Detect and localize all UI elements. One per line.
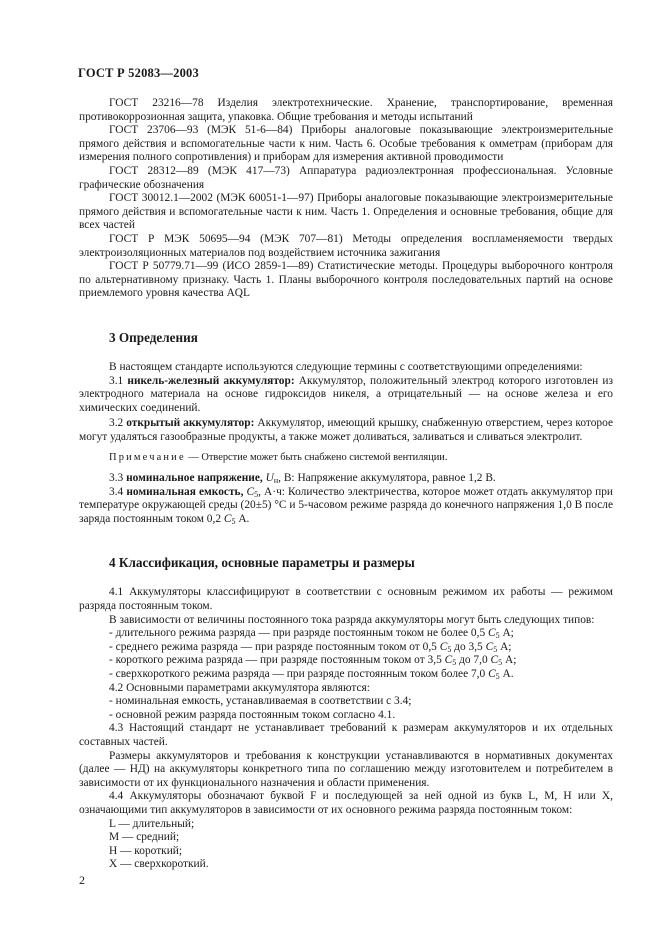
definition-3-3 xyxy=(79,472,613,486)
definition-number: 3.1 xyxy=(109,374,128,387)
capacity-symbol: C xyxy=(488,627,496,640)
list-item: - короткого режима разряда — при разряде постоянным током от 3,5 $C_5$ до 7,0 $C_5$ А; xyxy=(109,654,517,668)
reference-item: ГОСТ 23706—93 (МЭК 51-6—84) Приборы аналоговые показывающие электроизмерительные прямого действия и вспомогательные части к ним. Часть 6. Особые требования к омметрам (приборам для измерения полного сопротивления) и приборам для измерения активной проводимости xyxy=(79,124,613,164)
definition-term: номинальная емкость, xyxy=(126,485,244,498)
capacity-subscript: 5 xyxy=(231,516,236,526)
list-item: - среднего режима разряда — при разряде постоянным током от 0,5 $C_5$ до 3,5 $C_5$ А; xyxy=(109,640,512,654)
section-3-heading: 3 Определения xyxy=(109,329,198,345)
capacity-symbol: C xyxy=(223,512,232,525)
reference-item: ГОСТ 30012.1—2002 (МЭК 60051-1—97) Приборы аналоговые показывающие электроизмерительные прямого действия и вспомогательные части к ним. Часть 1. Определения и основные требования, общие для всех частей xyxy=(79,192,613,232)
clause-4-4: 4.4 Аккумуляторы обозначают буквой F и последующей за ней одной из букв L, M, H или X, означающими тип аккумуляторов в зависимости от их основного режима разряда постоянным током: xyxy=(79,790,613,816)
capacity-symbol: C xyxy=(488,668,496,680)
capacity-subscript: 5 xyxy=(495,631,500,641)
clause-4-3-detail: Размеры аккумуляторов и требования к конструкции устанавливаются в нормативных документах (далее — НД) на аккумуляторы конкретного типа по соглашению между изготовителем и потребителем в зависимости от их функционального назначения и области применения. xyxy=(79,749,613,789)
list-item: L — длительный; xyxy=(109,817,195,830)
list-item: Н — короткий; xyxy=(109,844,183,857)
definition-term: никель-железный аккумулятор: xyxy=(127,374,295,387)
page-number: 2 xyxy=(79,873,85,887)
normative-references xyxy=(79,97,613,301)
definition-term: открытый аккумулятор: xyxy=(126,417,255,430)
note-label: Примечание xyxy=(109,452,186,464)
definition-number: 3.2 xyxy=(109,417,127,430)
definition-text: , А·ч: Количество электричества, которое может отдать аккумулятор при температуре окружающей среды (20±5) °С и 5-часовом режиме разряда до конечного напряжения 1,0 В после заряда постоянным током 0,2 xyxy=(79,485,613,525)
definition-text: Аккумулятор, положительный электрод которого изготовлен из электродного материала на основе гидроксидов никеля, а отрицательный — на основе железа и его химических соединений. xyxy=(79,374,613,414)
note xyxy=(79,451,613,465)
definition-3-2 xyxy=(79,417,613,444)
definition-text: , В: Напряжение аккумулятора, равное 1,2 В. xyxy=(278,472,496,485)
definition-number: 3.3 xyxy=(109,472,127,485)
clause-4-3: 4.3 Настоящий стандарт не устанавливает требований к размерам аккумуляторов и их отдельных составных частей. xyxy=(79,722,613,748)
definition-number: 3.4 xyxy=(109,485,127,498)
definition-3-1 xyxy=(79,375,613,416)
reference-item: ГОСТ Р 50779.71—99 (ИСО 2859-1—89) Статистические методы. Процедуры выборочного контроля по альтернативному признаку. Часть 1. Планы выборочного контроля последовательных партий на основе приемлемого уровня качества AQL xyxy=(79,260,613,300)
capacity-subscript: 5 xyxy=(452,658,457,668)
definition-text: А. xyxy=(235,512,250,525)
definition-text: Аккумулятор, имеющий крышку, снабженную отверстием, через которое могут удаляться газообразные продукты, а также может доливаться, заливаться и сливаться электролит. xyxy=(79,417,613,443)
reference-item: ГОСТ 28312—89 (МЭК 417—73) Аппаратура радиоэлектронная профессиональная. Условные графические обозначения xyxy=(79,164,613,191)
capacity-subscript: 5 xyxy=(493,644,498,654)
list-item: Х — сверхкороткий. xyxy=(109,858,209,871)
capacity-symbol: C xyxy=(439,640,448,653)
capacity-subscript: 5 xyxy=(254,489,259,499)
page-content xyxy=(79,97,613,872)
list-item: - номинальная емкость, устанавливаемая в соответствии с 3.4; xyxy=(109,695,412,708)
voltage-symbol: U xyxy=(265,472,274,485)
clause-4-1: 4.1 Аккумуляторы классифицируют в соответствии с основным режимом их работы — режимом разряда постоянным током. xyxy=(79,586,613,613)
capacity-subscript: 5 xyxy=(495,672,500,681)
clause-4-1-types: В зависимости от величины постоянного тока разряда аккумуляторы могут быть следующих типов: xyxy=(109,613,595,626)
list-item: - сверхкороткого режима разряда — при разряде постоянным током более 7,0 $C_5$ А. xyxy=(109,668,514,681)
list-item: - длительного режима разряда — при разряде постоянным током не более 0,5 $C_5$ А; xyxy=(109,627,514,641)
capacity-symbol: C xyxy=(490,654,499,667)
section-4-heading: 4 Классификация, основные параметры и размеры xyxy=(109,555,415,571)
note-text: — Отверстие может быть снабжено системой вентиляции. xyxy=(185,452,448,464)
list-item: - основной режим разряда постоянным током согласно 4.1. xyxy=(109,708,396,721)
capacity-subscript: 5 xyxy=(498,658,503,668)
reference-item: ГОСТ Р МЭК 50695—94 (МЭК 707—81) Методы определения воспламеняемости твердых электроизоляционных материалов под воздействием источника зажигания xyxy=(79,232,613,259)
document-header: ГОСТ Р 52083—2003 xyxy=(78,66,199,80)
list-item: М — средний; xyxy=(109,831,180,844)
capacity-symbol: C xyxy=(485,640,494,653)
definition-3-4 xyxy=(79,486,613,527)
voltage-subscript: н xyxy=(273,476,279,486)
section-3-intro: В настоящем стандарте используются следующие термины с соответствующими определениями: xyxy=(109,360,583,373)
capacity-subscript: 5 xyxy=(447,644,452,654)
definition-term: номинальное напряжение, xyxy=(126,472,263,485)
capacity-symbol: C xyxy=(444,654,453,667)
capacity-symbol: C xyxy=(246,485,255,498)
clause-4-2: 4.2 Основными параметрами аккумулятора являются: xyxy=(109,681,370,694)
reference-item: ГОСТ 23216—78 Изделия электротехнические. Хранение, транспортирование, временная противокоррозионная защита, упаковка. Общие требования и методы испытаний xyxy=(79,97,613,123)
